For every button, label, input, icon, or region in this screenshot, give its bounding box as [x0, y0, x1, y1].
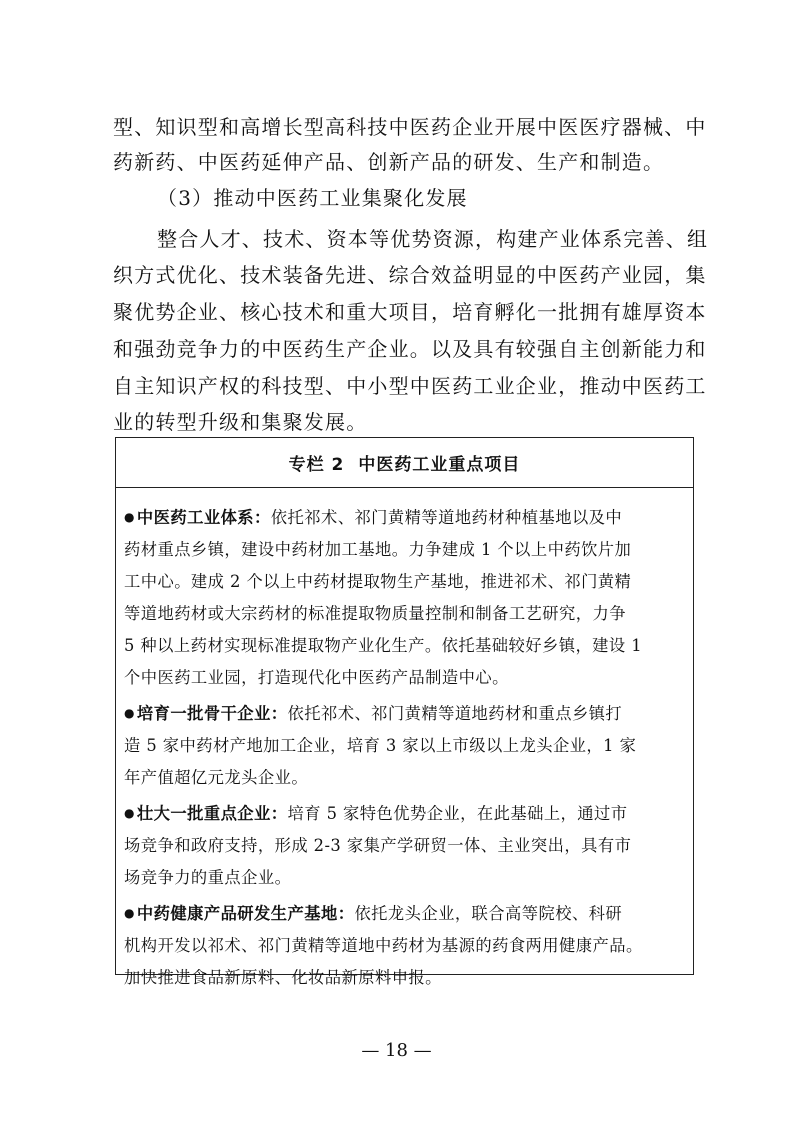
item-line: 工中心。建成 2 个以上中药材提取物生产基地，推进祁术、祁门黄精	[124, 572, 632, 591]
item-line: 个中医药工业园，打造现代化中医药产品制造中心。	[124, 668, 509, 687]
body-line: 自主知识产权的科技型、中小型中医药工业企业，推动中医药工	[113, 374, 707, 398]
item-line: 场竞争力的重点企业。	[124, 868, 292, 887]
list-item: ● 壮大一批重点企业：培育 5 家特色优势企业，在此基础上，通过市	[124, 804, 628, 823]
body-line: 聚优势企业、核心技术和重大项目，培育孵化一批拥有雄厚资本	[113, 300, 707, 324]
page-number: — 18 —	[361, 1040, 432, 1061]
item-line: 等道地药材或大宗药材的标准提取物质量控制和制备工艺研究，力争	[124, 604, 626, 623]
bullet-icon: ●	[124, 906, 135, 920]
box-title: 中医药工业重点项目	[358, 455, 521, 475]
box-label: 专栏 2	[288, 455, 345, 475]
item-lead: 中医药工业体系：	[136, 508, 271, 527]
body-line: 整合人才、技术、资本等优势资源，构建产业体系完善、组	[157, 227, 709, 251]
section-heading: （3）推动中医药工业集聚化发展	[157, 186, 468, 210]
item-line: 场竞争和政府支持，形成 2-3 家集产学研贸一体、主业突出，具有市	[124, 836, 632, 855]
bullet-icon: ●	[124, 706, 135, 720]
item-line: 造 5 家中药材产地加工企业，培育 3 家以上市级以上龙头企业，1 家	[124, 736, 637, 755]
item-lead: 培育一批骨干企业：	[136, 704, 288, 723]
item-line: 年产值超亿元龙头企业。	[124, 768, 309, 787]
feature-box	[115, 437, 694, 987]
box-header	[116, 438, 693, 488]
item-line: 5 种以上药材实现标准提取物产业化生产。依托基础较好乡镇，建设 1	[124, 636, 643, 655]
body-line: 型、知识型和高增长型高科技中医药企业开展中医医疗器械、中	[113, 115, 707, 139]
item-lead: 壮大一批重点企业：	[136, 804, 288, 823]
list-item: ● 中药健康产品研发生产基地：依托龙头企业，联合高等院校、科研	[124, 904, 623, 923]
bullet-icon: ●	[124, 806, 135, 820]
list-item: ● 中医药工业体系：依托祁术、祁门黄精等道地药材种植基地以及中	[124, 508, 623, 527]
body-line: 织方式优化、技术装备先进、综合效益明显的中医药产业园，集	[113, 263, 707, 287]
bullet-icon: ●	[124, 510, 135, 524]
list-item: ● 培育一批骨干企业：依托祁术、祁门黄精等道地药材和重点乡镇打	[124, 704, 623, 723]
body-line: 药新药、中医药延伸产品、创新产品的研发、生产和制造。	[113, 150, 665, 174]
item-line: 药材重点乡镇，建设中药材加工基地。力争建成 1 个以上中药饮片加	[124, 540, 632, 559]
body-line: 和强劲竞争力的中医药生产企业。以及具有较强自主创新能力和	[113, 337, 707, 361]
item-line: 加快推进食品新原料、化妆品新原料申报。	[124, 968, 442, 987]
item-lead: 中药健康产品研发生产基地：	[136, 904, 355, 923]
item-line: 机构开发以祁术、祁门黄精等道地中药材为基源的药食两用健康产品。	[124, 936, 643, 955]
body-line: 业的转型升级和集聚发展。	[113, 410, 368, 434]
